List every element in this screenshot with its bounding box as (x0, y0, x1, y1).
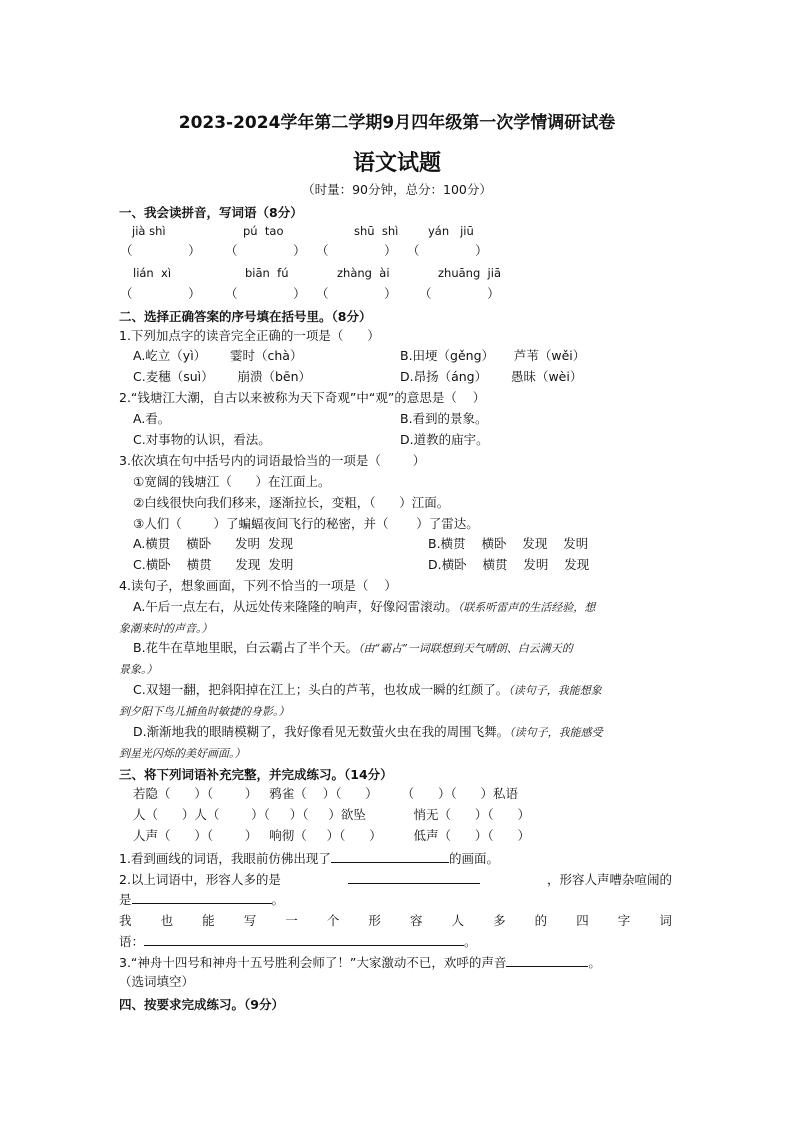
option-note: 象潮来时的声音。） (119, 622, 213, 635)
option-c[interactable] (133, 682, 602, 699)
option-note: （读句子，我能感受 (509, 726, 603, 739)
question-2-4: 4.读句子，想象画面，下列不恰当的一项是（ ） (119, 578, 397, 593)
pinyin: zhuāng jiā (438, 266, 501, 280)
option-text: A.午后一点左右，从远处传来隆隆的响声，好像闷雷滚动。 (133, 599, 458, 614)
option-d[interactable]: D.横卧 横贯 发明 发现 (428, 557, 590, 572)
answer-paren[interactable]: （ ） (407, 243, 488, 258)
option-a[interactable]: A.屹立（yì） 霎时（chà） (133, 348, 303, 363)
answer-blank[interactable] (348, 870, 480, 884)
option-c[interactable]: C.麦穗（suì） 崩溃（bēn） (133, 369, 311, 384)
question-text: 的画面。 (448, 851, 499, 866)
answer-paren[interactable]: （ ） (316, 243, 397, 258)
answer-blank[interactable] (331, 849, 449, 863)
pinyin: zhàng ài (337, 266, 390, 280)
question-text: 1.看到画线的词语，我眼前仿佛出现了 (119, 851, 331, 866)
answer-paren[interactable]: （ ） (316, 286, 397, 301)
option-a[interactable]: A.看。 (133, 411, 171, 426)
option-text: B.花牛在草地里眠，白云霸占了半个天。 (133, 640, 359, 655)
answer-paren[interactable]: （ ） (225, 243, 306, 258)
option-text: D.渐渐地我的眼睛模糊了，我好像看见无数萤火虫在我的周围飞舞。 (133, 724, 510, 739)
char: 的 (534, 913, 548, 928)
pinyin: shū shì (354, 224, 399, 238)
char: 也 (160, 913, 174, 928)
option-c[interactable]: C.对事物的认识，看法。 (133, 432, 271, 447)
answer-paren[interactable]: （ ） (120, 286, 201, 301)
question-text: 。 (588, 955, 601, 970)
question-2-3: 3.依次填在句中括号内的词语最恰当的一项是（ ） (119, 453, 426, 468)
subject-title: 语文试题 (352, 151, 441, 176)
section-2-heading: 二、选择正确答案的序号填在括号里。（8分） (119, 309, 372, 324)
question-3-2-line3 (119, 911, 672, 929)
char: 词 (659, 913, 672, 928)
option-b[interactable]: B.田埂（gěng） 芦苇（wěi） (400, 348, 586, 363)
question-text: 语： (119, 934, 145, 949)
char: 形 (368, 913, 381, 928)
answer-blank[interactable] (506, 953, 588, 967)
pinyin: jià shì (132, 224, 166, 238)
option-b[interactable]: B.横贯 横卧 发现 发明 (428, 536, 589, 551)
exam-title: 2023-2024学年第二学期9月四年级第一次学情调研试卷 (178, 113, 616, 133)
question-3-2-line4 (119, 932, 477, 950)
char: 人 (451, 913, 465, 928)
option-note: 到星光闪烁的美好画面。） (119, 747, 246, 760)
idiom-row[interactable]: 人声（ ）（ ） 响彻（ ）（ ） 低声（ ）（ ） (133, 828, 530, 843)
idiom-row[interactable]: 若隐（ ）（ ） 鸦雀（ ）（ ） （ ）（ ）私语 (133, 786, 519, 801)
answer-blank[interactable] (144, 932, 464, 946)
question-3-3 (119, 953, 601, 971)
question-3-3-hint: （选词填空） (119, 974, 195, 989)
question-text: 2.以上词语中，形容人多的是 (119, 872, 281, 887)
answer-paren[interactable]: （ ） (120, 243, 201, 258)
sentence-3: ③人们（ ）了蝙蝠夜间飞行的秘密，并（ ）了雷达。 (133, 516, 479, 531)
question-text: 。 (271, 892, 285, 907)
char: 字 (617, 913, 631, 928)
question-2-1: 1.下列加点字的读音完全正确的一项是（ ） (119, 328, 380, 343)
option-text: C.双翅一翻，把斜阳掉在江上；头白的芦苇，也妆成一瞬的红颜了。 (133, 682, 509, 697)
char: 多 (493, 913, 506, 928)
char: 个 (326, 913, 340, 928)
question-text: 。 (464, 934, 477, 949)
option-d[interactable]: D.道教的庙宇。 (400, 432, 489, 447)
answer-blank[interactable] (132, 890, 272, 904)
exam-meta: （时量：90分钟，总分：100分） (302, 182, 492, 197)
pinyin: lián xì (133, 266, 172, 280)
option-b[interactable]: B.看到的景象。 (400, 411, 488, 426)
option-note: （读句子，我能想象 (508, 684, 602, 697)
question-text: ，形容人声嘈杂喧闹的 (546, 872, 672, 887)
question-3-1 (119, 849, 499, 867)
pinyin: yán jiū (428, 224, 474, 238)
option-note: 景象。） (119, 663, 158, 676)
section-1-heading: 一、我会读拼音，写词语（8分） (119, 205, 303, 220)
option-d[interactable]: D.昂扬（áng） 愚昧（wèi） (400, 369, 583, 384)
option-a[interactable]: A.横贯 横卧 发明 发现 (133, 536, 293, 551)
question-3-2 (119, 870, 672, 888)
answer-paren[interactable]: （ ） (225, 286, 306, 301)
option-c[interactable]: C.横卧 横贯 发现 发明 (133, 557, 294, 572)
option-b[interactable] (133, 640, 573, 657)
question-text: 3.“神舟十四号和神舟十五号胜利会师了！”大家激动不已，欢呼的声音 (119, 955, 507, 970)
char: 写 (243, 913, 257, 928)
question-text: 是 (119, 892, 132, 907)
section-3-heading: 三、将下列词语补充完整，并完成练习。（14分） (119, 767, 393, 782)
option-note: （由“霸占”一词联想到天气晴朗、白云满天的 (358, 642, 573, 655)
question-3-2-cont (119, 890, 284, 908)
sentence-2: ②白线很快向我们移来，逐渐拉长，变粗，（ ）江面。 (133, 495, 450, 510)
char: 四 (576, 913, 589, 928)
question-2-2: 2.“钱塘江大潮，自古以来被称为天下奇观”中“观”的意思是（ ） (119, 390, 486, 405)
answer-paren[interactable]: （ ） (419, 286, 500, 301)
idiom-row[interactable]: 人（ ）人（ ）（ ）（ ）欲坠 悄无（ ）（ ） (133, 807, 530, 822)
pinyin: pú tao (243, 224, 284, 238)
option-d[interactable] (133, 724, 603, 741)
char: 一 (285, 913, 298, 928)
char: 能 (202, 913, 215, 928)
pinyin: biān fú (245, 266, 289, 280)
char: 我 (119, 913, 132, 928)
sentence-1: ①宽阔的钱塘江（ ）在江面上。 (133, 474, 331, 489)
option-a[interactable] (133, 599, 595, 616)
option-note: （联系听雷声的生活经验，想 (457, 601, 596, 614)
section-4-heading: 四、按要求完成练习。（9分） (119, 997, 284, 1012)
char: 容 (409, 913, 423, 928)
option-note: 到夕阳下鸟儿捕鱼时敏捷的身影。） (119, 705, 290, 718)
